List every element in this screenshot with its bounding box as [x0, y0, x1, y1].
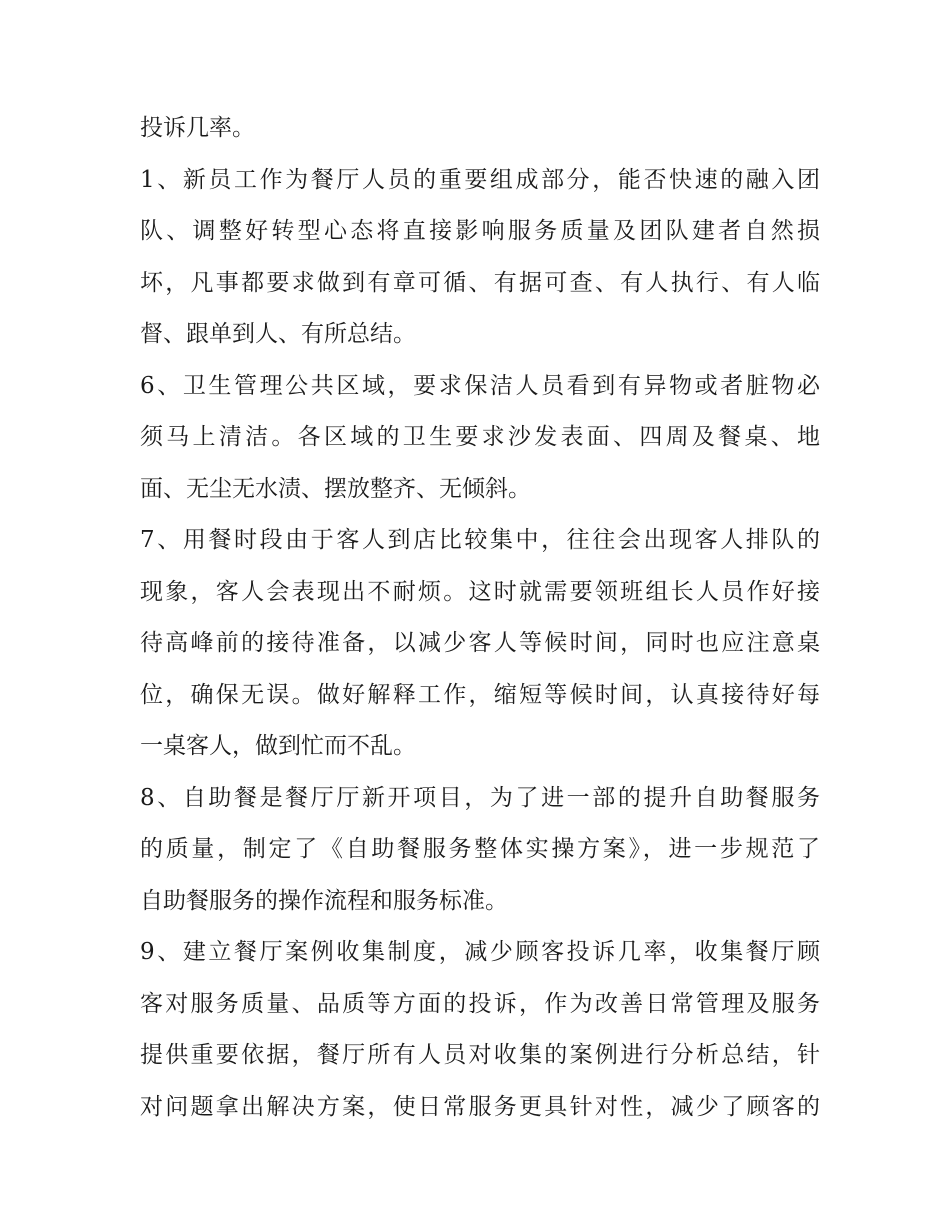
text-line: 客对服务质量、品质等方面的投诉，作为改善日常管理及服务	[140, 990, 820, 1017]
text-line: 位，确保无误。做好解释工作，缩短等候时间，认真接待好每	[140, 681, 820, 708]
text-line: 自助餐服务的操作流程和服务标准。	[140, 887, 508, 914]
text-line: 面、无尘无水渍、摆放整齐、无倾斜。	[140, 475, 531, 502]
text-line: 现象，客人会表现出不耐烦。这时就需要领班组长人员作好接	[140, 578, 820, 605]
text-line: 督、跟单到人、有所总结。	[140, 321, 416, 347]
document-body	[140, 103, 820, 1133]
text-line: 坏，凡事都要求做到有章可循、有据可查、有人执行、有人临	[140, 269, 820, 296]
text-line: 8、自助餐是餐厅厅新开项目，为了进一部的提升自助餐服务	[140, 784, 820, 811]
text-line: 对问题拿出解决方案，使日常服务更具针对性，减少了顾客的	[140, 1093, 820, 1120]
text-line: 投诉几率。	[140, 115, 255, 141]
text-line: 1、新员工作为餐厅人员的重要组成部分，能否快速的融入团	[140, 166, 820, 193]
text-line: 6、卫生管理公共区域，要求保洁人员看到有异物或者脏物必	[140, 372, 820, 399]
text-line: 7、用餐时段由于客人到店比较集中，往往会出现客人排队的	[140, 527, 820, 553]
text-line: 队、调整好转型心态将直接影响服务质量及团队建者自然损	[140, 218, 820, 244]
text-line: 9、建立餐厅案例收集制度，减少顾客投诉几率，收集餐厅顾	[140, 939, 820, 965]
text-line: 一桌客人，做到忙而不乱。	[140, 733, 416, 759]
text-line: 待高峰前的接待准备，以减少客人等候时间，同时也应注意桌	[140, 630, 820, 656]
text-line: 提供重要依据，餐厅所有人员对收集的案例进行分析总结，针	[140, 1042, 820, 1068]
text-line: 须马上清洁。各区域的卫生要求沙发表面、四周及餐桌、地	[140, 424, 820, 450]
text-line: 的质量，制定了《自助餐服务整体实操方案》，进一步规范了	[140, 836, 820, 862]
